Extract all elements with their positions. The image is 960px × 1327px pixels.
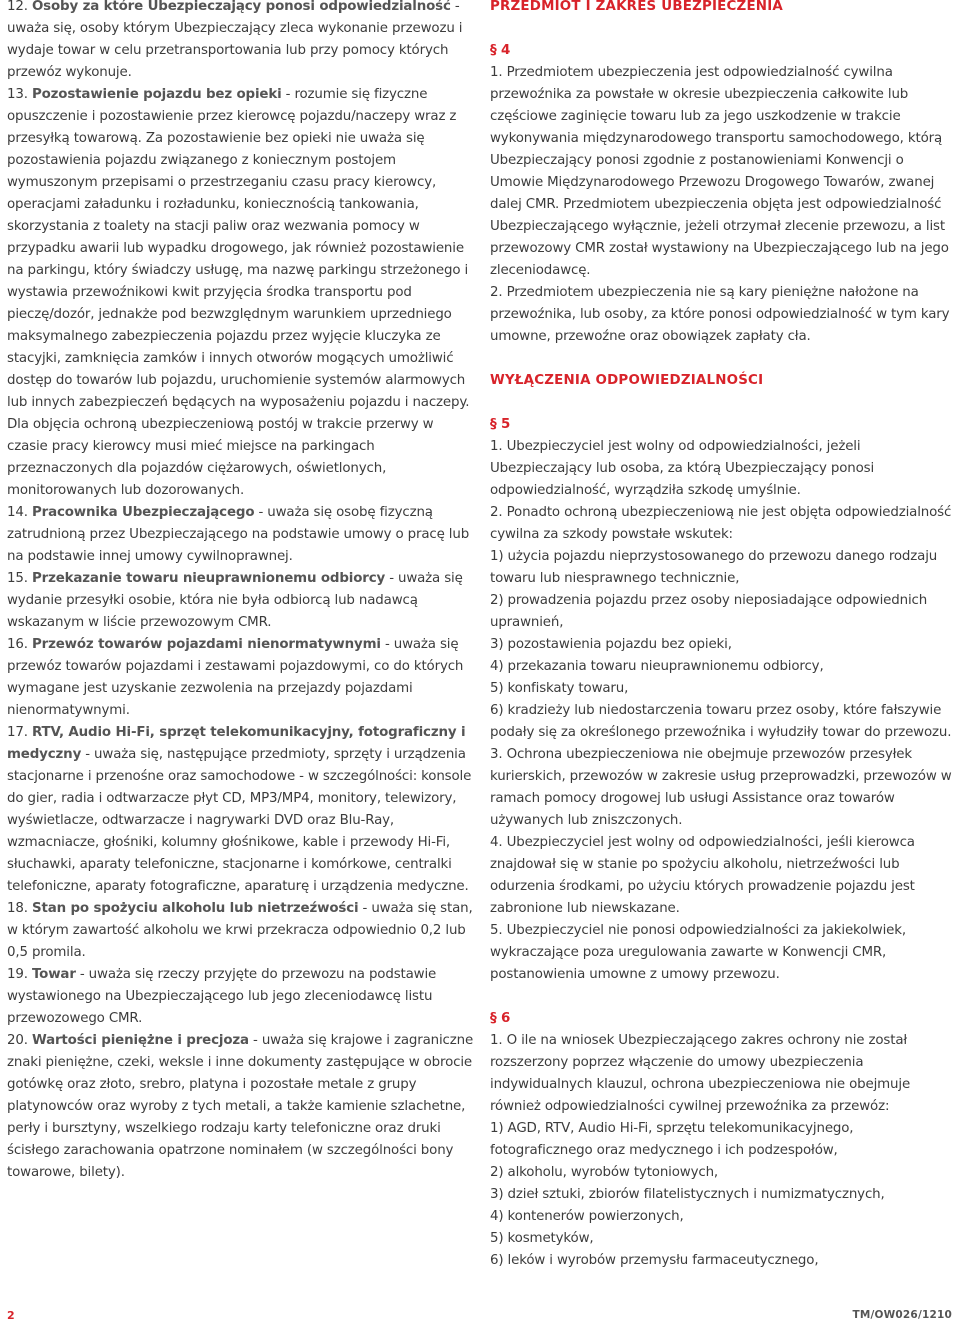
item-number: 19. (7, 967, 32, 982)
clause-6-1-item-5: 5) kosmetyków, (490, 1231, 594, 1246)
section-heading-scope: PRZEDMIOT I ZAKRES UBEZPIECZENIA (490, 0, 783, 14)
definition-20 (7, 1030, 477, 1184)
right-column (490, 0, 955, 1272)
clause-5-2-item-6: 6) kradzieży lub niedostarczenia towaru przez osoby, które fałszywie podały się za określonego przewoźnika i wyłudziły towar do przewozu. (490, 703, 952, 740)
definition-text: - uważa się krajowe i zagraniczne znaki pieniężne, czeki, weksle i inne dokumenty zastępujące w obrocie gotówkę oraz złoto, srebro, platyna i pozostałe metale z grupy platynowców oraz wyroby z tych metali, a także kamienie szlachetne, perły i bursztyny, wszelkiego rodzaju karty telefoniczne oraz druki ścisłego zarachowania opatrzone nominałem (w szczególności bony towarowe, bilety). (7, 1033, 474, 1180)
clause-5-2-item-1: 1) użycia pojazdu nieprzystosowanego do przewozu danego rodzaju towaru lub niesprawnego technicznie, (490, 549, 938, 586)
definition-text: - uważa się osobę fizyczną zatrudnioną przez Ubezpieczającego na podstawie umowy o pracę lub na podstawie innej umowy cywilnoprawnej. (7, 505, 470, 564)
clause-5-2-item-3: 3) pozostawienia pojazdu bez opieki, (490, 637, 732, 652)
item-number: 16. (7, 637, 32, 652)
clause-5-1: 1. Ubezpieczyciel jest wolny od odpowiedzialności, jeżeli Ubezpieczający lub osoba, za którą Ubezpieczający ponosi odpowiedzialność, wyrządziła szkodę umyślnie. (490, 439, 875, 498)
spacer (490, 348, 955, 370)
term: Przewóz towarów pojazdami nienormatywnymi (31, 637, 381, 652)
term: Osoby za które Ubezpieczający ponosi odpowiedzialność (31, 0, 451, 14)
clause-4-1: 1. Przedmiotem ubezpieczenia jest odpowiedzialność cywilna przewoźnika za powstałe w okresie ubezpieczenia całkowite lub częściowe zaginięcie towaru lub za jego uszkodzenie w trakcie wykonywania międzynarodowego transportu samochodowego, którą Ubezpieczający ponosi zgodnie z postanowieniami Konwencji o Umowie Międzynarodowego Przewozu Drogowego Towarów, zwanej dalej CMR. Przedmiotem ubezpieczenia objęta jest odpowiedzialność Ubezpieczającego wyłącznie, jeżeli otrzymał zlecenie przewozu, a list przewozowy CMR został wystawiony na Ubezpieczającego lub na jego zleceniodawcę. (490, 65, 949, 278)
definition-16 (7, 634, 477, 722)
item-number: 18. (7, 901, 32, 916)
item-number: 20. (7, 1033, 32, 1048)
definition-14 (7, 502, 477, 568)
definition-text: - rozumie się fizyczne opuszczenie i pozostawienie przez kierowcę pojazdu/naczepy wraz z przesyłką towarową. Za pozostawienie bez opieki nie uważa się pozostawienia pojazdu związanego z koniecznym postojem wymuszonym przepisami o przestrzeganiu czasu pracy kierowcy, operacjami załadunku i rozładunku, koniecznością tankowania, skorzystania z toalety na stacji paliw oraz wezwania pomocy w przypadku awarii lub wypadku drogowego, jak również pozostawienie na parkingu, który świadczy usługę, ma nazwę parkingu strzeżonego i wystawia przewoźnikowi kwit przyjęcia środka transportu pod pieczę/dozór, jednakże pod bezwzględnym warunkiem uprzedniego maksymalnego zabezpieczenia pojazdu przez wyjęcie kluczyka ze stacyjki, zamknięcia zamków i innych otworów mogących umożliwić dostęp do towarów lub pojazdu, uruchomienie systemów alarmowych lub innych zabezpieczeń będących na wyposażeniu pojazdu i naczepy. Dla objęcia ochroną ubezpieczeniową postój w trakcie przerwy w czasie pracy kierowcy musi mieć miejsce na parkingach przeznaczonych dla pojazdów ciężarowych, oświetlonych, monitorowanych lub dozorowanych. (7, 87, 470, 498)
item-number: 15. (7, 571, 32, 586)
item-number: 17. (7, 725, 32, 740)
document-code: TM/OW026/1210 (852, 1309, 952, 1321)
clause-6-1-item-4: 4) kontenerów powierzonych, (490, 1209, 684, 1224)
term: Pozostawienie pojazdu bez opieki (31, 87, 282, 102)
clause-5-2-item-4: 4) przekazania towaru nieuprawnionemu odbiorcy, (490, 659, 824, 674)
definition-18 (7, 898, 477, 964)
definition-12 (7, 0, 477, 84)
definition-text: - uważa się rzeczy przyjęte do przewozu na podstawie wystawionego na Ubezpieczającego lub jego zleceniodawcę listu przewozowego CMR. (7, 967, 437, 1026)
paragraph-6-heading: § 6 (490, 1011, 511, 1026)
item-number: 14. (7, 505, 32, 520)
term: Przekazanie towaru nieuprawnionemu odbiorcy (31, 571, 386, 586)
definition-19 (7, 964, 477, 1030)
clause-6-1-item-1: 1) AGD, RTV, Audio Hi-Fi, sprzętu telekomunikacyjnego, fotograficznego oraz medycznego i ich podzespołów, (490, 1121, 854, 1158)
item-number: 12. (7, 0, 32, 14)
definition-13 (7, 84, 477, 502)
definition-text: - uważa się przewóz towarów pojazdami i zestawami pojazdowymi, co do których wymagane jest uzyskanie zezwolenia na przejazdy pojazdami nienormatywnymi. (7, 637, 464, 718)
definition-text: - uważa się stan, w którym zawartość alkoholu we krwi przekracza odpowiednio 0,2 lub 0,5 promila. (7, 901, 473, 960)
page-number: 2 (7, 1309, 15, 1322)
definition-text: - uważa się wydanie przesyłki osobie, która nie była odbiorcą lub nadawcą wskazanym w liście przewozowym CMR. (7, 571, 463, 630)
clause-4-2: 2. Przedmiotem ubezpieczenia nie są kary pieniężne nałożone na przewoźnika, lub osoby, za które ponosi odpowiedzialność w tym kary umowne, przewoźne oraz obowiązek zapłaty cła. (490, 285, 950, 344)
clause-5-2: 2. Ponadto ochroną ubezpieczeniową nie jest objęta odpowiedzialność cywilna za szkody powstałe wskutek: (490, 505, 952, 542)
term: Stan po spożyciu alkoholu lub nietrzeźwości (31, 901, 359, 916)
item-number: 13. (7, 87, 32, 102)
definition-text: - uważa się, następujące przedmioty, sprzęty i urządzenia stacjonarne i przenośne oraz samochodowe - w szczególności: konsole do gier, radia i odtwarzacze płyt CD, MP3/MP4, monitory, telewizory, wyświetlacze, odtwarzacze i nagrywarki DVD oraz Blu-Ray, wzmacniacze, głośniki, kolumny głośnikowe, kable i przewody Hi-Fi, słuchawki, aparaty telefoniczne, stacjonarne i komórkowe, centralki telefoniczne, aparaty fotograficzne, aparaturę i urządzenia medyczne. (7, 747, 472, 894)
section-heading-exclusions: WYŁĄCZENIA ODPOWIEDZIALNOŚCI (490, 373, 764, 388)
definition-17 (7, 722, 477, 898)
definition-15 (7, 568, 477, 634)
term: Wartości pieniężne i precjoza (31, 1033, 249, 1048)
paragraph-4-heading: § 4 (490, 43, 511, 58)
left-column (7, 0, 477, 1184)
clause-5-3: 3. Ochrona ubezpieczeniowa nie obejmuje przewozów przesyłek kurierskich, przewozów w zakresie usług przeprowadzki, przewozów w ramach pomocy drogowej lub usługi Assistance oraz towarów używanych lub zniszczonych. (490, 747, 952, 828)
term: RTV, Audio Hi-Fi, sprzęt telekomunikacyjny, fotograficzny i medyczny (7, 725, 466, 762)
clause-6-1-item-6: 6) leków i wyrobów przemysłu farmaceutycznego, (490, 1253, 819, 1268)
paragraph-5-heading: § 5 (490, 417, 511, 432)
definition-text: - uważa się, osoby którym Ubezpieczający zleca wykonanie przewozu i wydaje towar w celu przetransportowania lub przy pomocy których przewóz wykonuje. (7, 0, 463, 80)
clause-6-1: 1. O ile na wniosek Ubezpieczającego zakres ochrony nie został rozszerzony poprzez włączenie do umowy ubezpieczenia indywidualnych klauzul, ochrona ubezpieczeniowa nie obejmuje również odpowiedzialności cywilnej przewoźnika za przewóz: (490, 1033, 911, 1114)
clause-5-2-item-2: 2) prowadzenia pojazdu przez osoby nieposiadające odpowiednich uprawnień, (490, 593, 928, 630)
clause-5-5: 5. Ubezpieczyciel nie ponosi odpowiedzialności za jakiekolwiek, wykraczające poza uregulowania zawarte w Konwencji CMR, postanowienia umowne z umowy przewozu. (490, 923, 906, 982)
term: Pracownika Ubezpieczającego (31, 505, 255, 520)
term: Towar (31, 967, 76, 982)
clause-6-1-item-3: 3) dzieł sztuki, zbiorów filatelistycznych i numizmatycznych, (490, 1187, 885, 1202)
clause-6-1-item-2: 2) alkoholu, wyrobów tytoniowych, (490, 1165, 719, 1180)
clause-5-2-item-5: 5) konfiskaty towaru, (490, 681, 629, 696)
spacer (490, 986, 955, 1008)
clause-5-4: 4. Ubezpieczyciel jest wolny od odpowiedzialności, jeśli kierowca znajdował się w stanie po spożyciu alkoholu, nietrzeźwości lub odurzenia środkami, po użyciu których prowadzenie pojazdu jest zabronione lub niewskazane. (490, 835, 915, 916)
